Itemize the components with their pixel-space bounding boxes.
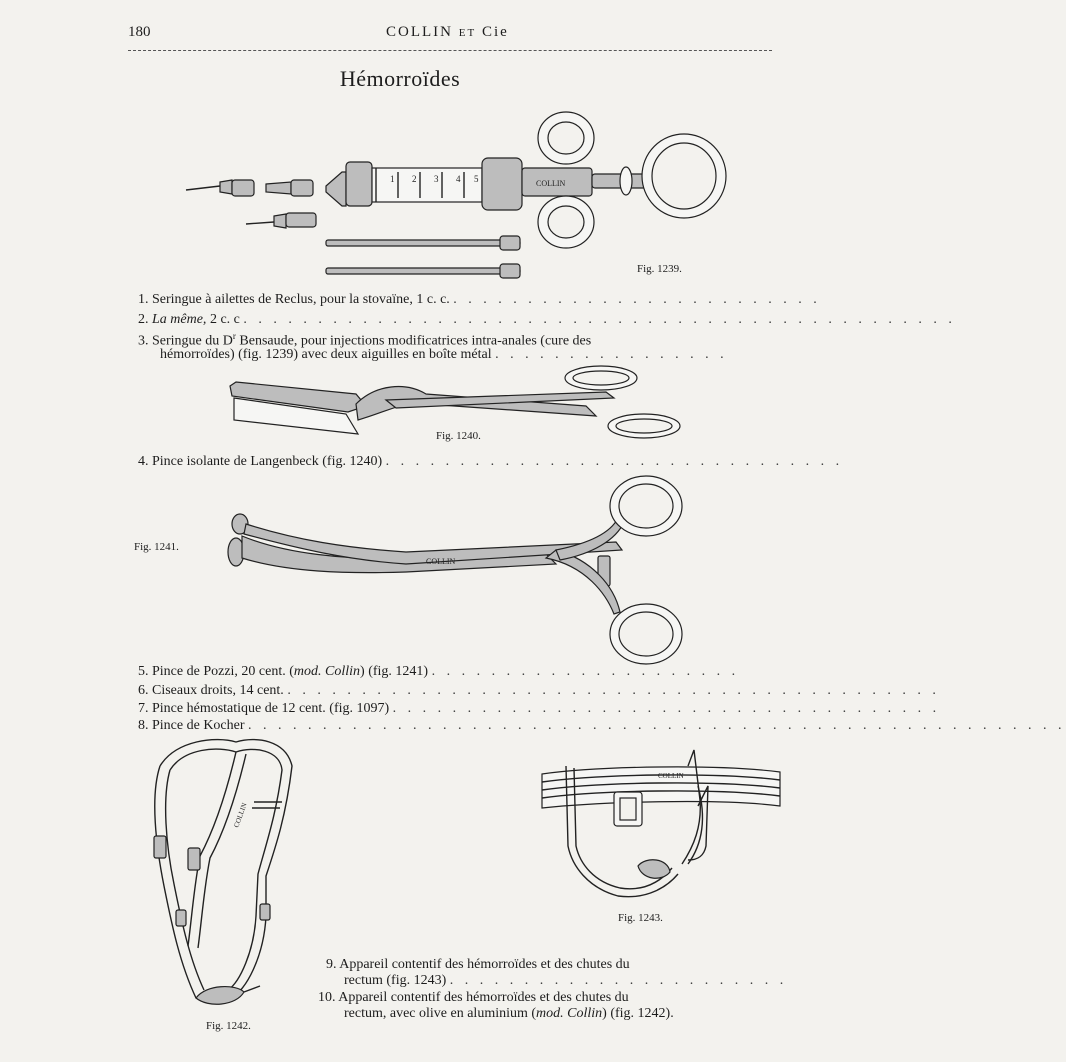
figure-caption-1240: Fig. 1240. <box>436 430 481 442</box>
list-item: 9. Appareil contentif des hémorroïdes et des chutes du <box>326 957 630 972</box>
scale-mark: 3 <box>434 174 439 184</box>
scale-mark: 4 <box>456 174 461 184</box>
header-rule <box>128 50 772 51</box>
figure-caption-1239: Fig. 1239. <box>637 263 682 275</box>
pozzi-forceps-illustration <box>226 474 686 664</box>
list-item: 1. Seringue à ailettes de Reclus, pour la stovaïne, 1 c. c. . . . . . . . . . . . . . . . . . . . . . . . . . <box>138 292 821 307</box>
list-item-continuation: hémorroïdes) (fig. 1239) avec deux aiguilles en boîte métal . . . . . . . . . . . . . . . . <box>160 347 728 362</box>
scale-mark: 5 <box>474 174 479 184</box>
rectal-support-belt-illustration <box>538 746 788 906</box>
list-item: 5. Pince de Pozzi, 20 cent. (mod. Collin) (fig. 1241) . . . . . . . . . . . . . . . . . . . . . <box>138 664 740 679</box>
figure-caption-1241: Fig. 1241. <box>134 541 179 553</box>
page-number: 180 <box>128 24 151 40</box>
scale-mark: 2 <box>412 174 417 184</box>
rectal-support-harness-illustration <box>136 736 306 1026</box>
figure-caption-1243: Fig. 1243. <box>618 912 663 924</box>
list-item: 8. Pince de Kocher . . . . . . . . . . . . . . . . . . . . . . . . . . . . . . . . . . . . . . . . . . . . . . . . . . . . . . . <box>138 718 1066 733</box>
list-item-continuation: rectum, avec olive en aluminium (mod. Collin) (fig. 1242). <box>344 1006 674 1021</box>
figure-caption-1242: Fig. 1242. <box>206 1020 251 1032</box>
syringe-engraving: COLLIN <box>536 179 566 188</box>
syringe-illustration <box>186 110 746 280</box>
scale-mark: 1 <box>390 174 395 184</box>
running-head: COLLIN ET Cie <box>386 24 509 40</box>
list-item: 7. Pince hémostatique de 12 cent. (fig. 1097) . . . . . . . . . . . . . . . . . . . . . . . . . . . . . . . . . . . . . <box>138 701 941 716</box>
list-item: 3. Seringue du $D^r$ Bensaude, pour injections modificatrices intra-anales (cure des <box>138 331 592 349</box>
list-item: 10. Appareil contentif des hémorroïdes et des chutes du <box>318 990 629 1005</box>
page-title: Hémorroïdes <box>339 66 461 91</box>
list-item: 4. Pince isolante de Langenbeck (fig. 1240) . . . . . . . . . . . . . . . . . . . . . . . . . . . . . . . <box>138 454 844 469</box>
list-item-continuation: rectum (fig. 1243) . . . . . . . . . . . . . . . . . . . . . . . <box>344 973 788 988</box>
page-header <box>128 24 772 46</box>
harness-engraving: COLLIN <box>232 801 249 829</box>
pozzi-engraving: COLLIN <box>426 557 456 566</box>
belt-engraving: COLLIN <box>658 772 684 780</box>
list-item: 2. La même, 2 c. c . . . . . . . . . . . . . . . . . . . . . . . . . . . . . . . . . . . . . . . . . . . . . . . . <box>138 312 956 327</box>
list-item: 6. Ciseaux droits, 14 cent. . . . . . . . . . . . . . . . . . . . . . . . . . . . . . . . . . . . . . . . . . . . . <box>138 683 940 698</box>
